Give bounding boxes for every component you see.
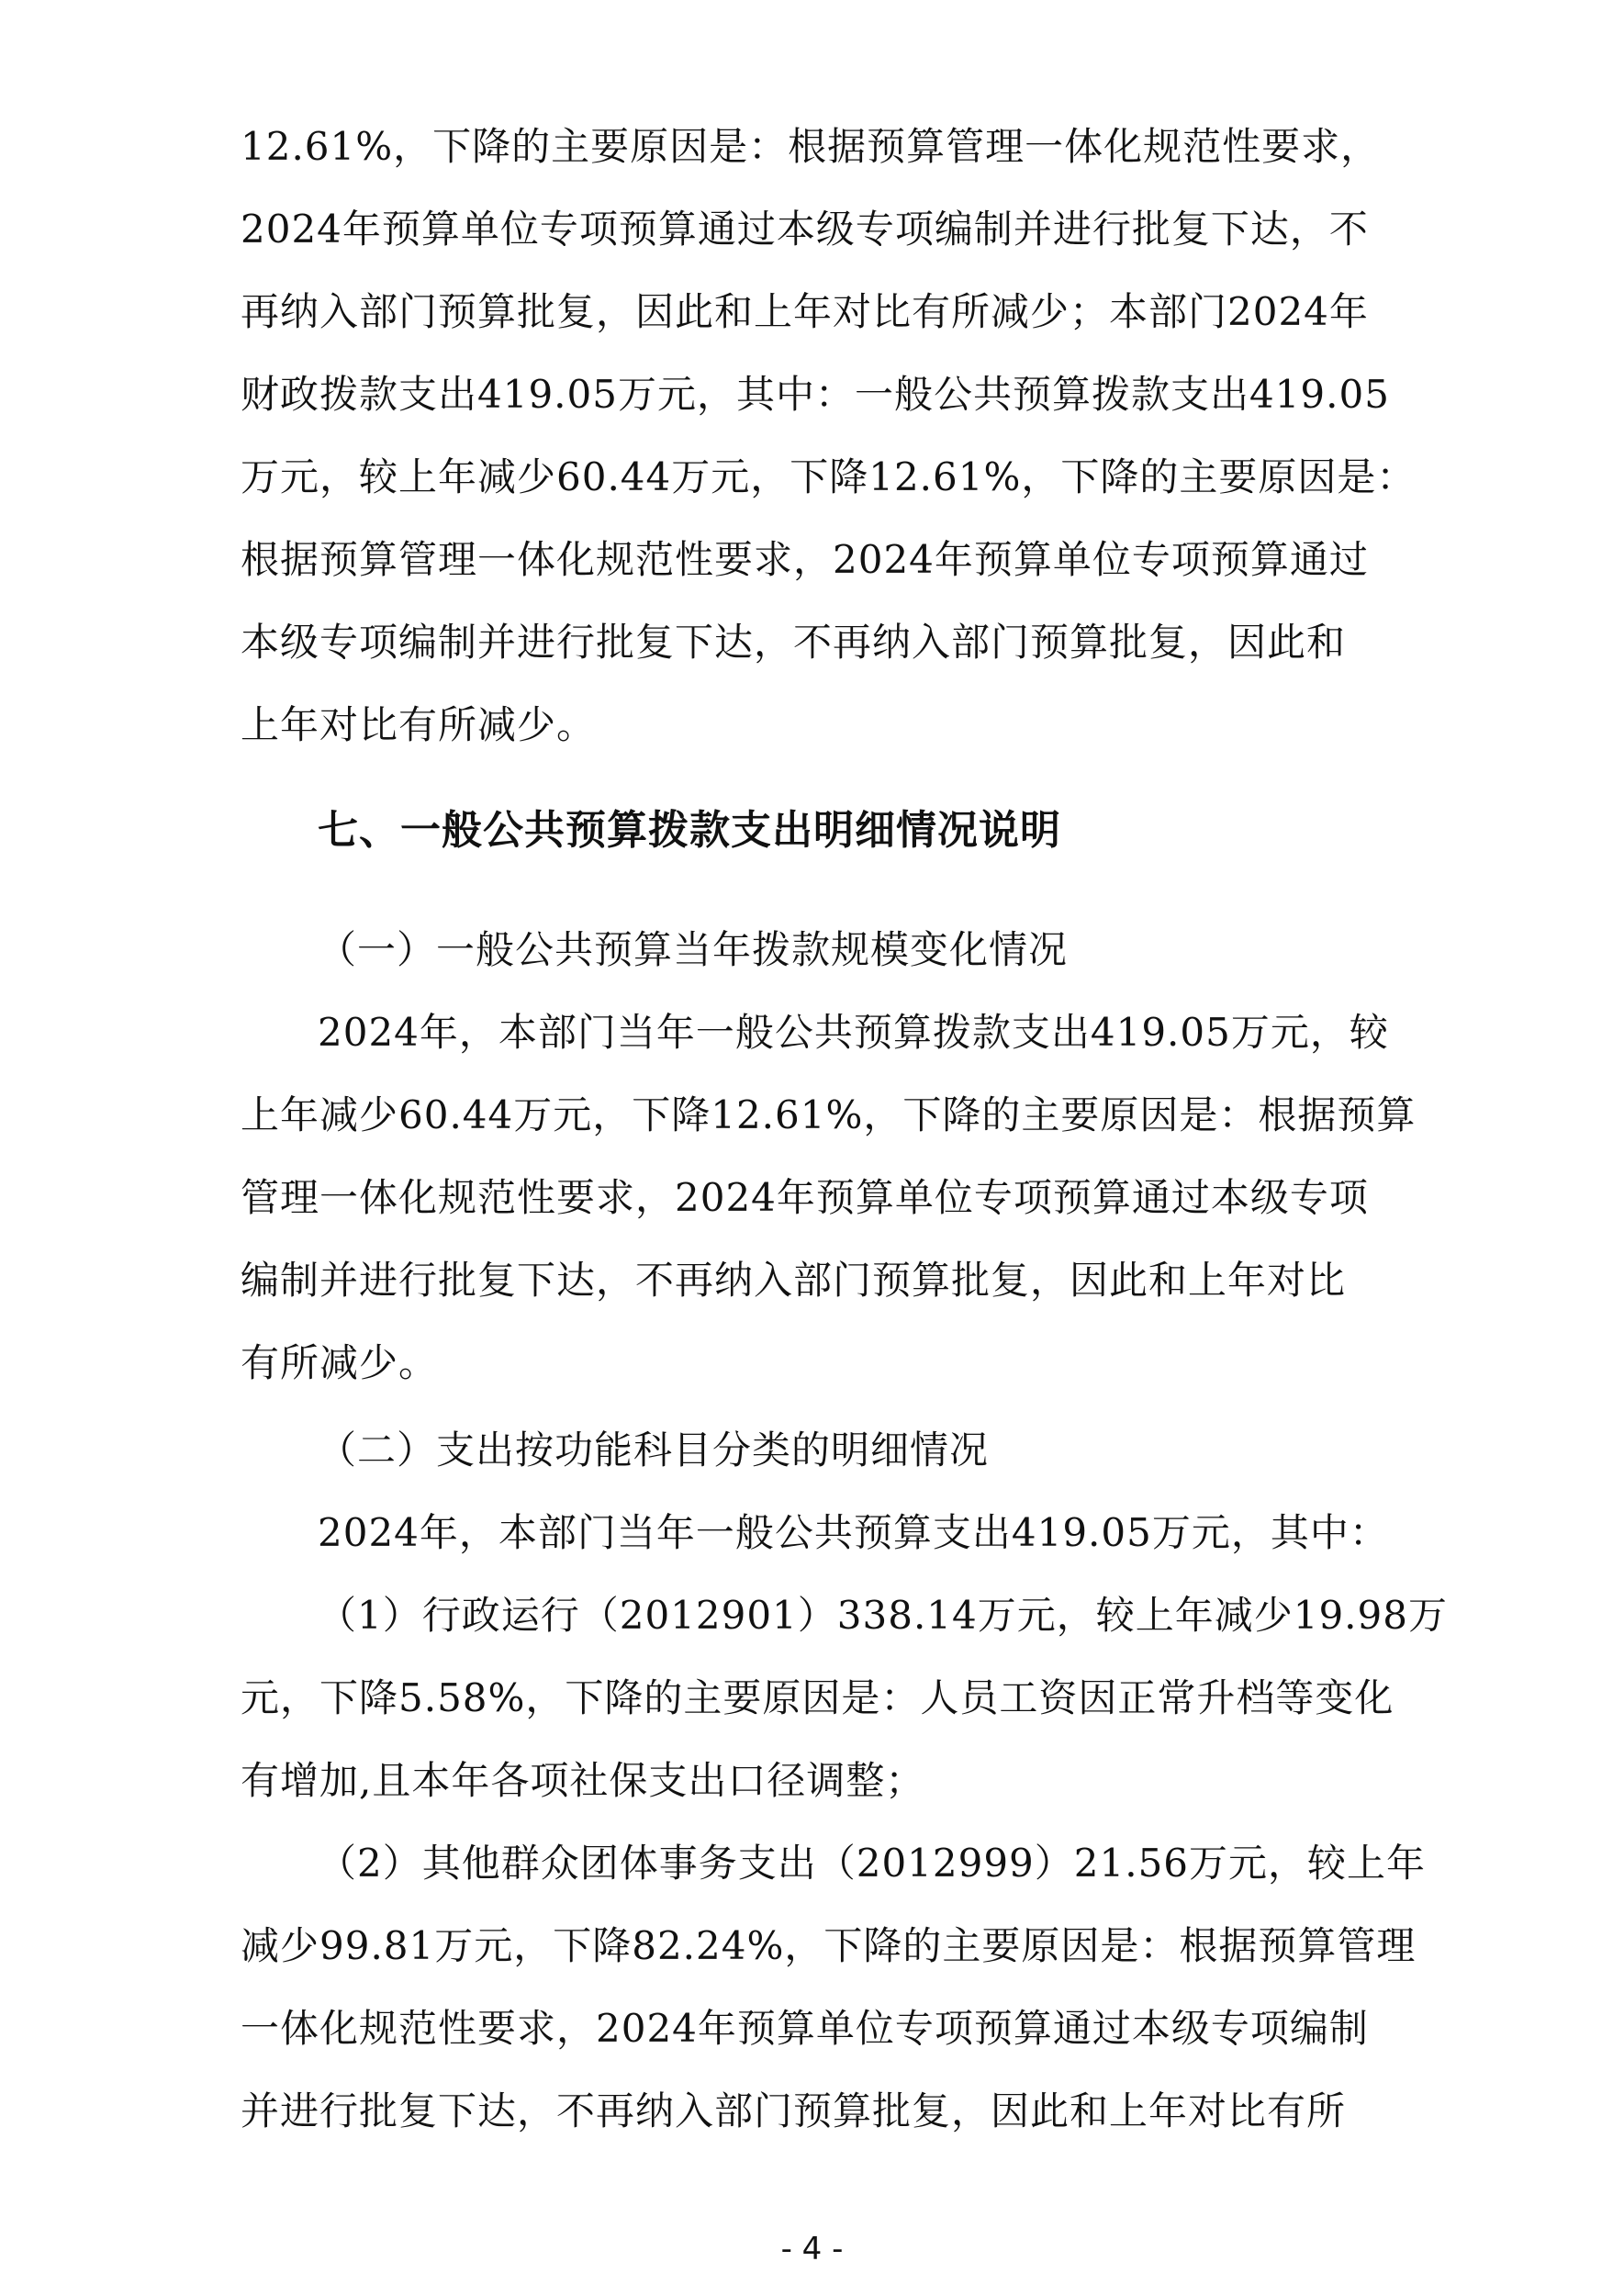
text-line: 管理一体化规范性要求，2024年预算单位专项预算通过本级专项 xyxy=(241,1175,1369,1220)
text-line: 编制并进行批复下达，不再纳入部门预算批复，因此和上年对比 xyxy=(241,1258,1347,1303)
page-number: - 4 - xyxy=(780,2231,844,2267)
list-item: （1）行政运行（2012901）338.14万元，较上年减少19.98万 xyxy=(318,1593,1448,1638)
text-line: 财政拨款支出419.05万元，其中：一般公共预算拨款支出419.05 xyxy=(241,372,1390,417)
subsection-2 xyxy=(241,1409,1448,2153)
text-line: 元，下降5.58%，下降的主要原因是：人员工资因正常升档等变化 xyxy=(241,1675,1394,1720)
text-line: 有增加,且本年各项社保支出口径调整； xyxy=(241,1758,925,1803)
paragraph-budget-decrease xyxy=(241,106,1417,767)
text-line: 12.61%，下降的主要原因是：根据预算管理一体化规范性要求， xyxy=(241,124,1381,169)
text-line: 2024年，本部门当年一般公共预算拨款支出419.05万元，较 xyxy=(318,1010,1389,1055)
text-line: 有所减少。 xyxy=(241,1340,439,1385)
text-line: 减少99.81万元，下降82.24%，下降的主要原因是：根据预算管理 xyxy=(241,1923,1417,1968)
text-line: 并进行批复下达，不再纳入部门预算批复，因此和上年对比有所 xyxy=(241,2088,1347,2133)
text-line: 2024年，本部门当年一般公共预算支出419.05万元，其中： xyxy=(318,1510,1389,1555)
subsection-1 xyxy=(241,909,1417,1405)
subsection-title: （二）支出按功能科目分类的明细情况 xyxy=(318,1427,990,1472)
text-line: 万元，较上年减少60.44万元，下降12.61%，下降的主要原因是： xyxy=(241,454,1417,499)
text-line: 上年对比有所减少。 xyxy=(241,702,597,747)
section-heading: 七、一般公共预算拨款支出明细情况说明 xyxy=(318,807,1061,854)
text-line: 上年减少60.44万元，下降12.61%，下降的主要原因是：根据预算 xyxy=(241,1092,1417,1137)
text-line: 本级专项编制并进行批复下达，不再纳入部门预算批复，因此和 xyxy=(241,620,1347,665)
text-line: 根据预算管理一体化规范性要求，2024年预算单位专项预算通过 xyxy=(241,537,1369,582)
list-item: （2）其他群众团体事务支出（2012999）21.56万元，较上年 xyxy=(318,1841,1427,1886)
text-line: 再纳入部门预算批复，因此和上年对比有所减少；本部门2024年 xyxy=(241,289,1369,334)
text-line: 一体化规范性要求，2024年预算单位专项预算通过本级专项编制 xyxy=(241,2006,1369,2051)
subsection-title: （一）一般公共预算当年拨款规模变化情况 xyxy=(318,927,1069,972)
text-line: 2024年预算单位专项预算通过本级专项编制并进行批复下达，不 xyxy=(241,207,1369,252)
